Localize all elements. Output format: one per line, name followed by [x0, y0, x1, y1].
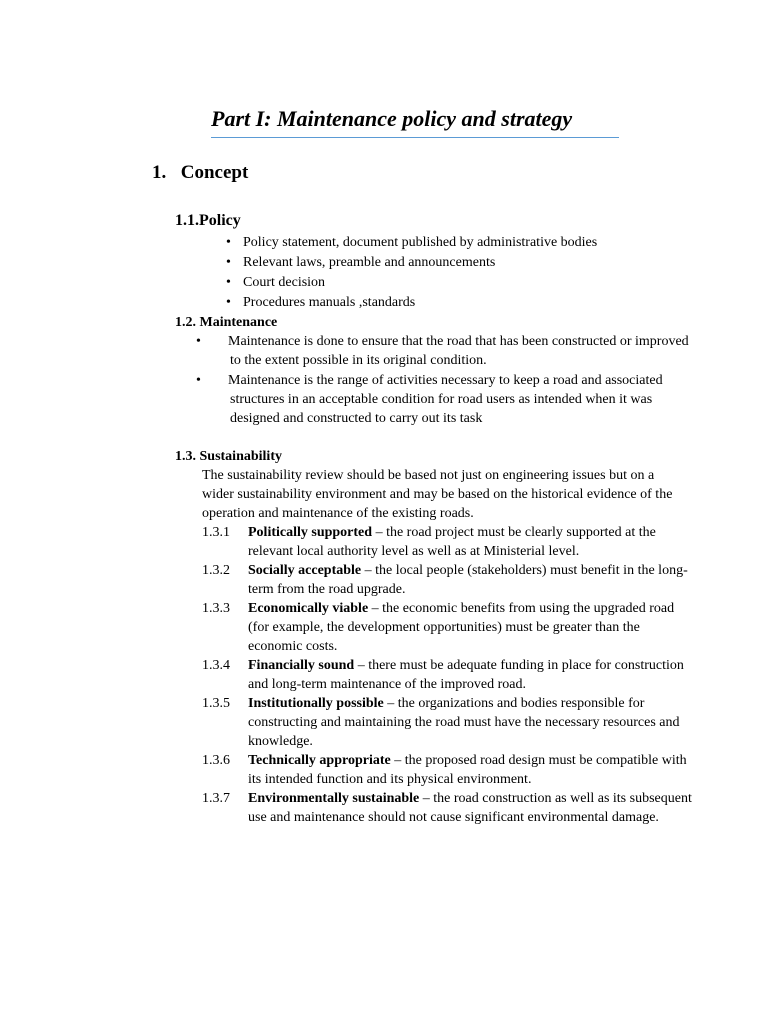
list-item: [226, 293, 597, 313]
list-item: [202, 694, 692, 751]
item-text: – the economic benefits from using the upgraded road (for example, the development opportunities) must be greater than the economic costs.: [248, 601, 675, 654]
list-item-text: Court decision: [243, 275, 326, 290]
bullet-icon: •: [226, 275, 231, 290]
policy-list: [226, 233, 597, 313]
item-text: – the road project must be clearly supported at the relevant local authority level as well as at Ministerial level.: [248, 525, 656, 559]
list-item-text: Relevant laws, preamble and announcements: [243, 255, 496, 270]
item-number: 1.3.3: [202, 601, 230, 616]
list-item-text: Procedures manuals ,standards: [243, 295, 416, 310]
list-item: [196, 371, 696, 428]
item-term: Financially sound: [248, 658, 355, 673]
item-term: Institutionally possible: [248, 696, 384, 711]
sustainability-criteria-list: [202, 523, 692, 827]
item-number: 1.3.2: [202, 563, 230, 578]
item-term: Technically appropriate: [248, 753, 391, 768]
item-text: – the road construction as well as its subsequent use and maintenance should not cause significant environmental damage.: [248, 791, 692, 825]
list-item: [226, 233, 597, 253]
bullet-icon: •: [226, 295, 231, 310]
bullet-icon: •: [196, 373, 201, 388]
list-item: [202, 599, 692, 656]
item-number: 1.3.5: [202, 696, 230, 711]
maintenance-heading: 1.2. Maintenance: [175, 315, 278, 330]
item-text: – the local people (stakeholders) must benefit in the long-term from the road upgrade.: [248, 563, 688, 597]
item-number: 1.3.6: [202, 753, 230, 768]
item-number: 1.3.4: [202, 658, 230, 673]
list-item-text: Maintenance is done to ensure that the road that has been constructed or improved to the extent possible in its original condition.: [228, 334, 689, 368]
list-item: [226, 273, 597, 293]
section-number: 1.: [152, 162, 167, 183]
policy-heading: 1.1.Policy: [175, 212, 241, 229]
item-term: Socially acceptable: [248, 563, 362, 578]
list-item: [202, 523, 692, 561]
item-text: – the proposed road design must be compatible with its intended function and its physical environment.: [248, 753, 687, 787]
page-title: Part I: Maintenance policy and strategy: [211, 106, 573, 131]
item-term: Environmentally sustainable: [248, 791, 420, 806]
bullet-icon: •: [226, 255, 231, 270]
list-item: [202, 789, 692, 827]
sustainability-intro: The sustainability review should be based not just on engineering issues but on a wider sustainability environment and may be based on the historical evidence of the operation and maintenance of the existing roads.: [202, 468, 673, 521]
section-title: Concept: [180, 162, 249, 183]
title-underline: [211, 137, 619, 138]
item-term: Economically viable: [248, 601, 369, 616]
section-heading: [152, 162, 248, 184]
bullet-icon: •: [226, 235, 231, 250]
maintenance-list: [196, 332, 696, 428]
item-term: Politically supported: [248, 525, 373, 540]
item-text: – the organizations and bodies responsible for constructing and maintaining the road must have the necessary resources and knowledge.: [248, 696, 680, 749]
list-item: [202, 751, 692, 789]
item-number: 1.3.1: [202, 525, 230, 540]
list-item: [202, 656, 692, 694]
item-text: – there must be adequate funding in place for construction and long-term maintenance of the improved road.: [248, 658, 684, 692]
list-item-text: Maintenance is the range of activities necessary to keep a road and associated structures in an acceptable condition for road users as intended when it was designed and constructed to carry out its task: [228, 373, 663, 426]
list-item: [226, 253, 597, 273]
bullet-icon: •: [196, 334, 201, 349]
list-item: [196, 332, 696, 370]
item-number: 1.3.7: [202, 791, 230, 806]
list-item: [202, 561, 692, 599]
list-item-text: Policy statement, document published by administrative bodies: [243, 235, 598, 250]
sustainability-heading: 1.3. Sustainability: [175, 449, 282, 464]
